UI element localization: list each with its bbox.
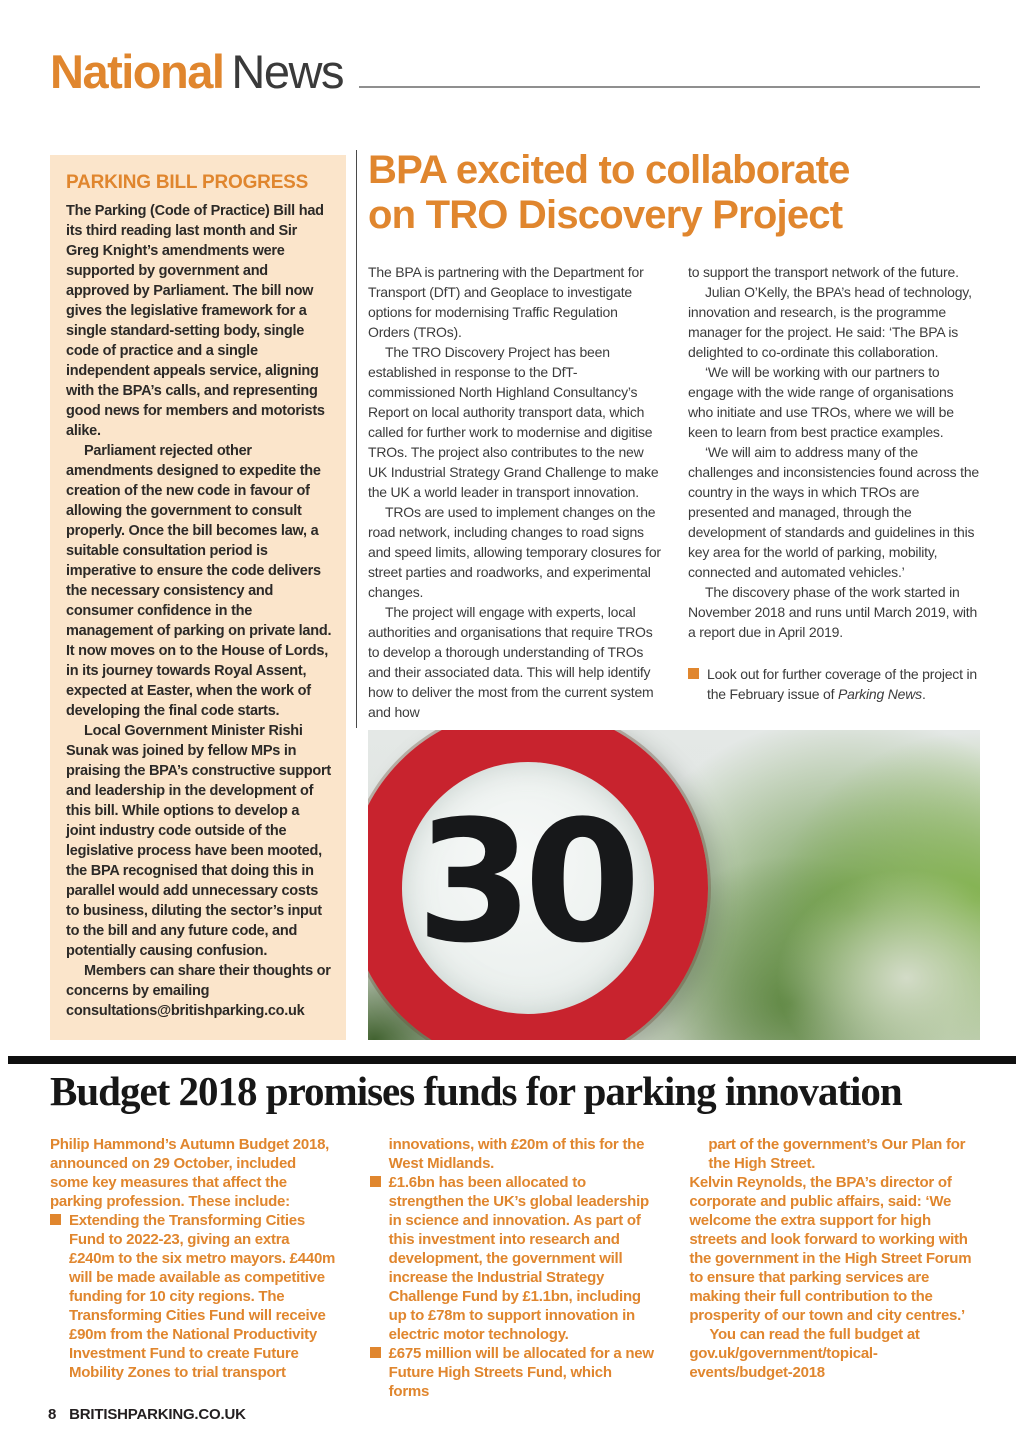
budget-column-3 — [689, 1135, 975, 1401]
column-divider — [356, 150, 357, 728]
article-paragraph: The TRO Discovery Project has been established in response to the DfT-commissioned North Highland Consultancy’s Report on local authority transport data, which called for further work to modernise and digitise TROs. The project also contributes to the new UK Industrial Strategy Grand Challenge to make the UK a world leader in transport innovation. — [368, 344, 659, 501]
article-paragraph: ‘We will be working with our partners to engage with the wide range of organisations who initiate and use TROs, where we will be keen to learn from best practice examples. — [688, 364, 954, 441]
article-headline — [368, 148, 982, 238]
bullet-square-icon — [370, 1176, 381, 1187]
section-title — [50, 45, 343, 98]
budget-plain-block: Philip Hammond’s Autumn Budget 2018, announced on 29 October, included some key measures that affect the parking profession. These include: — [50, 1136, 330, 1211]
speed-limit-sign — [368, 730, 708, 1040]
budget-column-2 — [370, 1135, 656, 1401]
article-columns — [368, 262, 982, 722]
budget-cont-block: innovations, with £20m of this for the West Midlands. — [388, 1136, 645, 1173]
section-divider-rule — [8, 1056, 1016, 1064]
budget-bullet-block: £675 million will be allocated for a new Future High Streets Fund, which forms — [370, 1344, 656, 1401]
speed-limit-photo — [368, 730, 980, 1040]
sidebar-paragraph: Local Government Minister Rishi Sunak was joined by fellow MPs in praising the BPA’s constructive support and leadership in the development of this bill. While options to develop a joint industry code outside of the legislative process have been mooted, the BPA recognised that doing this in parallel would add unnecessary costs to business, diluting the sector’s input to the bill and any future code, and potentially causing confusion. — [66, 723, 331, 959]
budget-bullet-block: Extending the Transforming Cities Fund to 2022-23, giving an extra £240m to the six metro mayors. £440m will be made available as competitive funding for 10 city regions. The Transforming Cities Fund will receive £90m from the National Productivity Investment Fund to create Future Mobility Zones to trial transport — [50, 1211, 336, 1382]
article-paragraph: TROs are used to implement changes on the road network, including changes to road signs and speed limits, allowing temporary closures for street parties and roadworks, and experimental changes. — [368, 504, 661, 601]
parking-bill-sidebar — [50, 155, 346, 1040]
bullet-square-icon — [370, 1347, 381, 1358]
sidebar-paragraph: Parliament rejected other amendments designed to expedite the creation of the new code in favour of allowing the government to consult properly. Once the bill becomes law, a suitable consultation period is imperative to ensure the code delivers the necessary consistency and consumer confidence in the management of parking on private land. It now moves on to the House of Lords, in its journey towards Royal Assent, expected at Easter, when the work of developing the final code starts. — [66, 443, 332, 719]
sidebar-title: PARKING BILL PROGRESS — [66, 172, 309, 193]
further-coverage-note: Look out for further coverage of the project in the February issue of Parking News. — [688, 664, 982, 704]
tro-article — [368, 148, 982, 722]
bullet-square-icon — [688, 668, 699, 679]
article-paragraph: ‘We will aim to address many of the challenges and inconsistencies found across the country in the ways in which TROs are presented and managed, through the development of standards and guidelines in this key area for the world of parking, mobility, connected and automated vehicles.’ — [688, 444, 980, 581]
section-title-bold: National — [50, 45, 224, 98]
budget-article — [50, 1070, 975, 1401]
article-paragraph: The discovery phase of the work started in November 2018 and runs until March 2019, with a report due in April 2019. — [688, 584, 978, 641]
speed-limit-value: 30 — [416, 784, 632, 980]
site-name: BRITISHPARKING.CO.UK — [69, 1406, 246, 1423]
bullet-square-icon — [50, 1214, 61, 1225]
budget-plain-block: Kelvin Reynolds, the BPA’s director of corporate and public affairs, said: ‘We welcome the extra support for high streets and look forward to working with the government in the High Street Forum to ensure that parking services are making their full contribution to the prosperity of our town and city centres.’ — [689, 1174, 972, 1325]
article-headline-line2: on TRO Discovery Project — [368, 193, 843, 238]
page-footer — [48, 1406, 246, 1423]
budget-column-1 — [50, 1135, 336, 1401]
section-title-light: News — [231, 45, 343, 98]
budget-cont-block: part of the government’s Our Plan for the High Street. — [708, 1136, 966, 1173]
article-column-1 — [368, 262, 662, 722]
article-column-2 — [688, 262, 982, 722]
sidebar-closing: Members can share their thoughts or concerns by emailing consultations@britishparking.co.uk — [66, 963, 331, 1019]
article-paragraph: to support the transport network of the future. — [688, 264, 959, 281]
article-paragraph: The BPA is partnering with the Department for Transport (DfT) and Geoplace to investigate options for modernising Traffic Regulation Orders (TROs). — [368, 264, 644, 341]
article-paragraph: Julian O’Kelly, the BPA’s head of technology, innovation and research, is the programme manager for the project. He said: ‘The BPA is delighted to co-ordinate this collaboration. — [688, 284, 972, 361]
budget-headline: Budget 2018 promises funds for parking innovation — [50, 1068, 902, 1114]
budget-indent-block: You can read the full budget at gov.uk/government/topical-events/budget-2018 — [689, 1326, 920, 1382]
article-headline-line1: BPA excited to collaborate — [368, 148, 850, 192]
publication-name: Parking News — [838, 686, 922, 703]
sidebar-paragraph: The Parking (Code of Practice) Bill had its third reading last month and Sir Greg Knight’s amendments were supported by government and approved by Parliament. The bill now gives the legislative framework for a single standard-setting body, single code of practice and a single independent appeals service, aligning with the BPA’s calls, and representing good news for members and motorists alike. — [66, 203, 325, 439]
header-rule — [359, 86, 980, 88]
article-paragraph: The project will engage with experts, local authorities and organisations that require TROs to develop a thorough understanding of TROs and their associated data. This will help identify how to deliver the most from the current system and how — [368, 604, 654, 721]
budget-columns — [50, 1135, 975, 1401]
budget-bullet-block: £1.6bn has been allocated to strengthen the UK’s global leadership in science and innovation. As part of this investment into research and development, the government will increase the Industrial Strategy Challenge Fund by £1.1bn, including up to £78m to support innovation in electric motor technology. — [370, 1173, 656, 1344]
page-number: 8 — [48, 1406, 57, 1423]
sidebar-body — [66, 201, 332, 1021]
page-header — [50, 45, 980, 98]
email-address: consultations@britishparking.co.uk — [66, 1003, 305, 1019]
